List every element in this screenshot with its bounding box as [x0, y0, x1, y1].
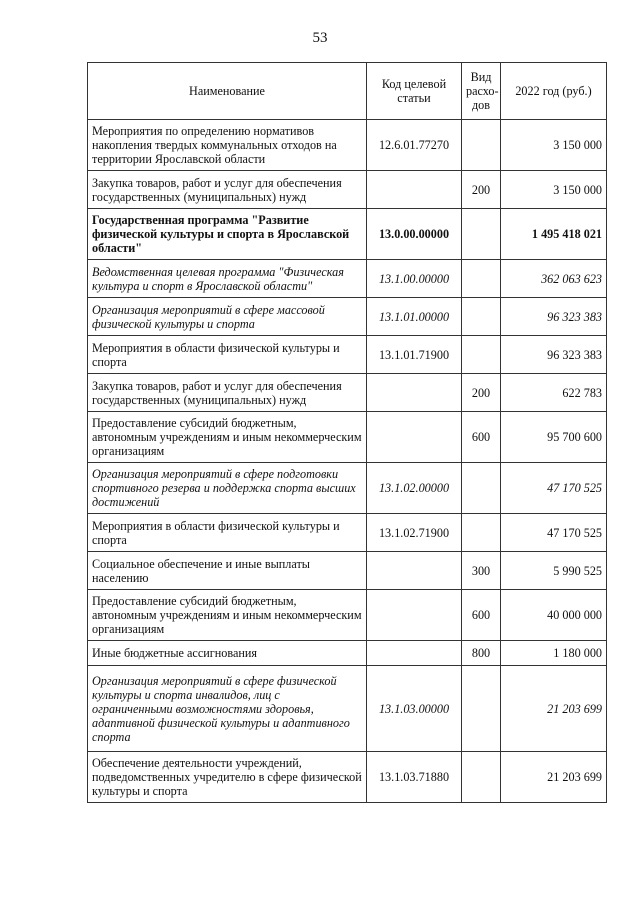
- cell-type: 300: [462, 552, 501, 590]
- table-body: [88, 120, 607, 803]
- cell-code: 13.1.03.71880: [367, 752, 462, 803]
- cell-name: Социальное обеспечение и иные выплаты населению: [88, 552, 367, 590]
- cell-code: 13.1.01.71900: [367, 336, 462, 374]
- cell-code: [367, 590, 462, 641]
- cell-name: Закупка товаров, работ и услуг для обеспечения государственных (муниципальных) нужд: [88, 171, 367, 209]
- table-row: [88, 298, 607, 336]
- cell-amount: 3 150 000: [501, 171, 607, 209]
- cell-type: [462, 120, 501, 171]
- cell-type: 600: [462, 590, 501, 641]
- cell-type: [462, 752, 501, 803]
- cell-type: [462, 298, 501, 336]
- table-row: [88, 171, 607, 209]
- cell-code: [367, 374, 462, 412]
- table-header-row: [88, 63, 607, 120]
- cell-name: Организация мероприятий в сфере физической культуры и спорта инвалидов, лиц с ограниченными возможностями здоровья, адаптивной физической культуры и адаптивного спорта: [88, 666, 367, 752]
- cell-type: [462, 463, 501, 514]
- cell-amount: 1 495 418 021: [501, 209, 607, 260]
- cell-code: 13.0.00.00000: [367, 209, 462, 260]
- cell-amount: 95 700 600: [501, 412, 607, 463]
- cell-type: [462, 260, 501, 298]
- cell-code: [367, 552, 462, 590]
- cell-amount: 21 203 699: [501, 666, 607, 752]
- cell-type: [462, 209, 501, 260]
- cell-code: 12.6.01.77270: [367, 120, 462, 171]
- cell-code: 13.1.02.00000: [367, 463, 462, 514]
- table-row: [88, 514, 607, 552]
- cell-amount: 362 063 623: [501, 260, 607, 298]
- header-code: Код целевой статьи: [367, 63, 462, 120]
- cell-name: Ведомственная целевая программа "Физическая культура и спорт в Ярославской области": [88, 260, 367, 298]
- header-name: Наименование: [88, 63, 367, 120]
- cell-amount: 47 170 525: [501, 463, 607, 514]
- table-row: [88, 120, 607, 171]
- table-row: [88, 752, 607, 803]
- budget-table: [87, 62, 607, 803]
- cell-amount: 21 203 699: [501, 752, 607, 803]
- cell-code: [367, 171, 462, 209]
- cell-type: [462, 514, 501, 552]
- table-row: [88, 260, 607, 298]
- cell-type: 800: [462, 641, 501, 666]
- cell-amount: 1 180 000: [501, 641, 607, 666]
- cell-code: [367, 641, 462, 666]
- cell-name: Иные бюджетные ассигнования: [88, 641, 367, 666]
- table-row: [88, 590, 607, 641]
- table-row: [88, 463, 607, 514]
- cell-name: Мероприятия в области физической культуры и спорта: [88, 514, 367, 552]
- table-row: [88, 336, 607, 374]
- cell-type: 200: [462, 171, 501, 209]
- cell-name: Закупка товаров, работ и услуг для обеспечения государственных (муниципальных) нужд: [88, 374, 367, 412]
- cell-type: 600: [462, 412, 501, 463]
- table-row: [88, 641, 607, 666]
- table-row: [88, 374, 607, 412]
- cell-amount: 5 990 525: [501, 552, 607, 590]
- page-number: 53: [312, 30, 328, 46]
- header-type: Вид расхо-дов: [462, 63, 501, 120]
- cell-code: 13.1.03.00000: [367, 666, 462, 752]
- cell-amount: 47 170 525: [501, 514, 607, 552]
- table-row: [88, 666, 607, 752]
- table-row: [88, 552, 607, 590]
- table-row: [88, 412, 607, 463]
- cell-code: 13.1.00.00000: [367, 260, 462, 298]
- cell-name: Предоставление субсидий бюджетным, автономным учреждениям и иным некоммерческим организациям: [88, 590, 367, 641]
- cell-type: [462, 336, 501, 374]
- cell-name: Организация мероприятий в сфере подготовки спортивного резерва и поддержка спорта высших достижений: [88, 463, 367, 514]
- table-row: [88, 209, 607, 260]
- cell-type: 200: [462, 374, 501, 412]
- cell-amount: 40 000 000: [501, 590, 607, 641]
- cell-name: Предоставление субсидий бюджетным, автономным учреждениям и иным некоммерческим организациям: [88, 412, 367, 463]
- cell-name: Мероприятия в области физической культуры и спорта: [88, 336, 367, 374]
- cell-code: 13.1.01.00000: [367, 298, 462, 336]
- cell-name: Организация мероприятий в сфере массовой физической культуры и спорта: [88, 298, 367, 336]
- cell-amount: 3 150 000: [501, 120, 607, 171]
- cell-name: Государственная программа "Развитие физической культуры и спорта в Ярославской области": [88, 209, 367, 260]
- cell-type: [462, 666, 501, 752]
- cell-amount: 622 783: [501, 374, 607, 412]
- cell-amount: 96 323 383: [501, 336, 607, 374]
- cell-name: Мероприятия по определению нормативов накопления твердых коммунальных отходов на территории Ярославской области: [88, 120, 367, 171]
- cell-amount: 96 323 383: [501, 298, 607, 336]
- cell-code: [367, 412, 462, 463]
- cell-name: Обеспечение деятельности учреждений, подведомственных учредителю в сфере физической культуры и спорта: [88, 752, 367, 803]
- cell-code: 13.1.02.71900: [367, 514, 462, 552]
- header-amount: 2022 год (руб.): [501, 63, 607, 120]
